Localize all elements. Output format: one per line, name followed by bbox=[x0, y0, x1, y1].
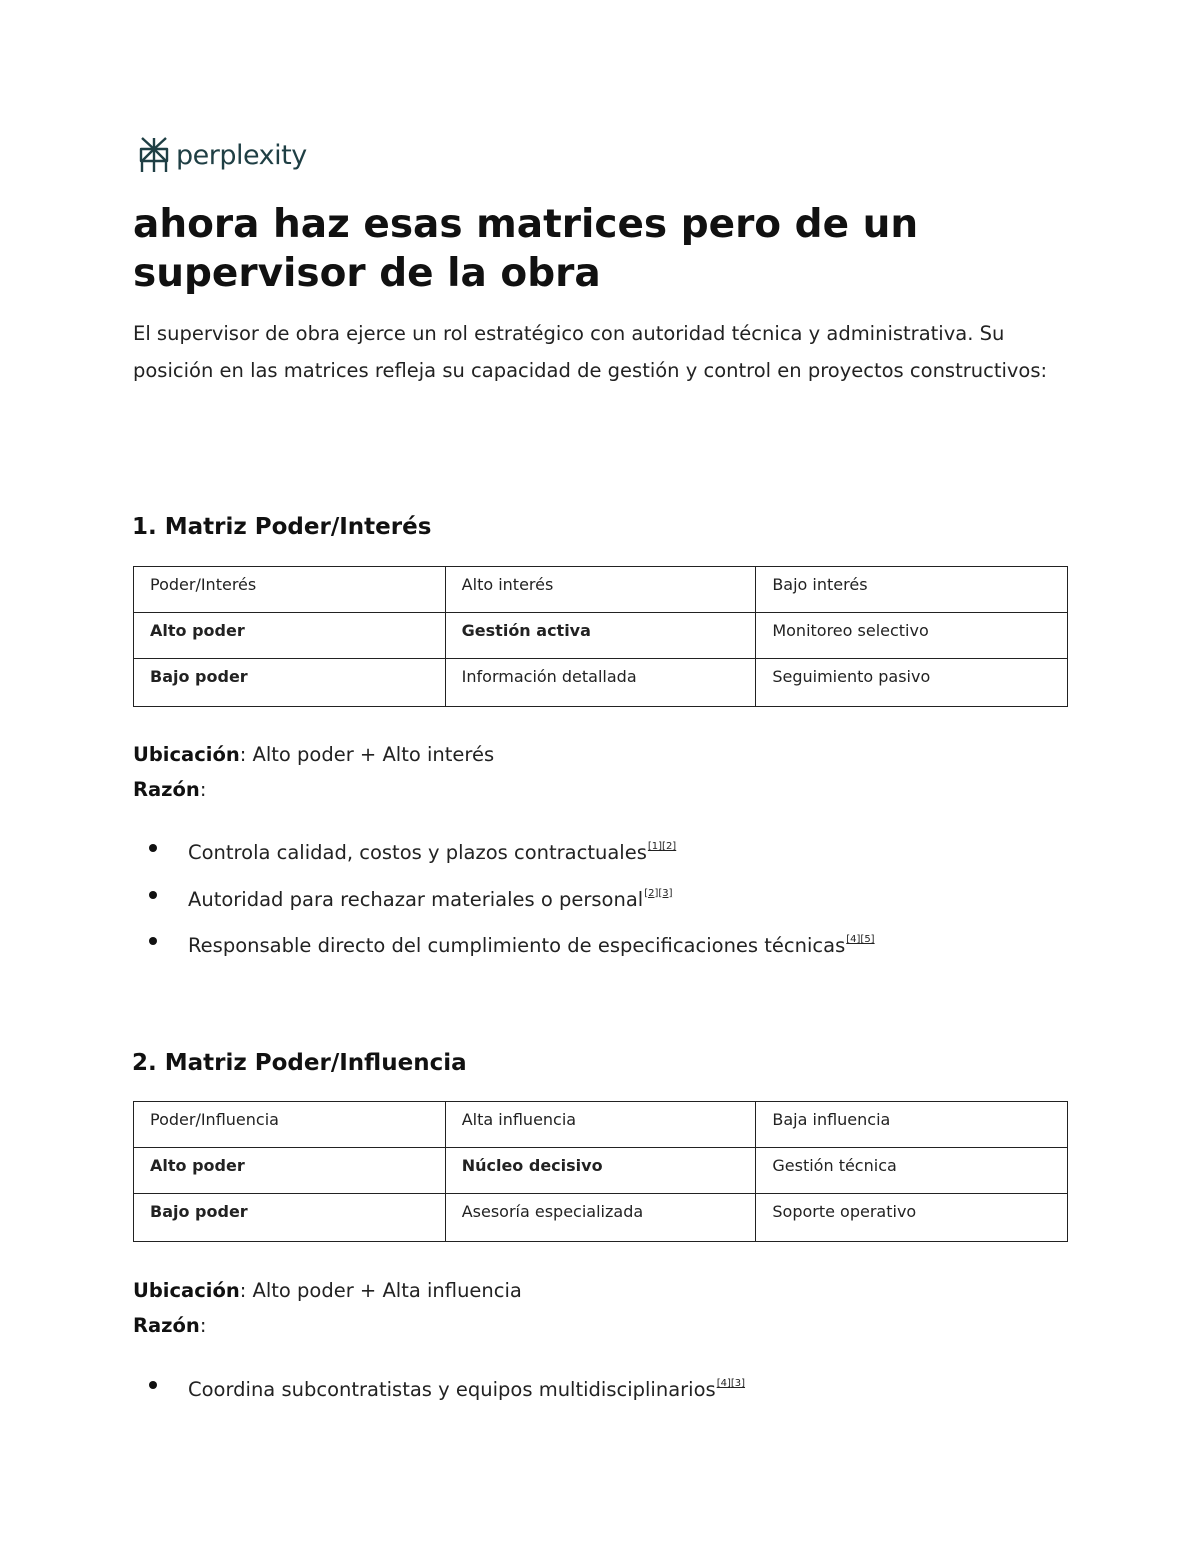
table-row bbox=[134, 659, 1068, 707]
table-row bbox=[134, 1148, 1068, 1194]
list-item bbox=[133, 834, 1073, 881]
citation-link[interactable]: [3] bbox=[658, 887, 673, 899]
citation-link[interactable]: [2] bbox=[644, 887, 659, 899]
reason-list bbox=[133, 834, 1073, 974]
list-item bbox=[133, 927, 1073, 974]
location-label: Ubicación bbox=[133, 743, 240, 766]
location-and-reason bbox=[133, 1273, 522, 1343]
matrix-table-poder-interes bbox=[133, 566, 1068, 707]
table-cell: Alto poder bbox=[134, 613, 446, 659]
list-item bbox=[133, 1371, 1073, 1418]
matrix-table-poder-influencia bbox=[133, 1101, 1068, 1242]
perplexity-logo bbox=[138, 136, 307, 174]
citation-link[interactable]: [3] bbox=[730, 1378, 746, 1389]
table-cell: Gestión activa bbox=[445, 613, 756, 659]
location-and-reason bbox=[133, 737, 494, 807]
reason-label: Razón bbox=[133, 778, 200, 801]
citation-link[interactable]: [4] bbox=[846, 934, 861, 945]
table-cell: Monitoreo selectivo bbox=[756, 613, 1068, 659]
reason-colon: : bbox=[199, 1314, 207, 1337]
citation-link[interactable]: [1] bbox=[647, 841, 663, 852]
location-value: : Alto poder + Alta influencia bbox=[239, 1279, 522, 1302]
bullet-icon bbox=[149, 1381, 157, 1389]
bullet-icon bbox=[149, 844, 157, 852]
table-cell: Bajo interés bbox=[756, 567, 1068, 613]
reason-text: Autoridad para rechazar materiales o personal bbox=[188, 887, 644, 911]
bullet-icon bbox=[149, 937, 157, 945]
table-header-row bbox=[134, 567, 1068, 613]
table-cell: Seguimiento pasivo bbox=[756, 659, 1068, 707]
table-cell: Soporte operativo bbox=[756, 1194, 1068, 1242]
table-cell: Alta influencia bbox=[445, 1102, 756, 1148]
reason-text: Coordina subcontratistas y equipos multidisciplinarios bbox=[188, 1378, 716, 1401]
reason-list bbox=[133, 1371, 1073, 1418]
citation-link[interactable]: [4] bbox=[716, 1378, 731, 1389]
table-cell: Bajo poder bbox=[134, 1194, 446, 1242]
table-cell: Baja influencia bbox=[756, 1102, 1068, 1148]
reason-label: Razón bbox=[133, 1314, 200, 1337]
section-heading-poder-interes: 1. Matriz Poder/Interés bbox=[132, 514, 432, 540]
table-cell: Bajo poder bbox=[134, 659, 446, 707]
table-cell: Asesoría especializada bbox=[445, 1194, 756, 1242]
list-item bbox=[133, 881, 1073, 928]
section-heading-poder-influencia: 2. Matriz Poder/Influencia bbox=[132, 1050, 467, 1076]
table-cell: Alto interés bbox=[445, 567, 756, 613]
table-cell: Poder/Influencia bbox=[134, 1102, 446, 1148]
page-title: ahora haz esas matrices pero de un supervisor de la obra bbox=[133, 202, 919, 296]
brand-name: perplexity bbox=[176, 139, 307, 171]
table-cell: Información detallada bbox=[445, 659, 756, 707]
table-row bbox=[134, 1194, 1068, 1242]
table-cell: Núcleo decisivo bbox=[445, 1148, 756, 1194]
table-row bbox=[134, 613, 1068, 659]
bullet-icon bbox=[149, 891, 157, 899]
reason-text: Responsable directo del cumplimiento de especificaciones técnicas bbox=[188, 934, 846, 957]
intro-paragraph: El supervisor de obra ejerce un rol estratégico con autoridad técnica y administrativa. Su posición en las matrices refleja su capacidad de gestión y control en proyectos constructivos: bbox=[133, 322, 1048, 382]
location-label: Ubicación bbox=[133, 1279, 240, 1302]
table-cell: Gestión técnica bbox=[756, 1148, 1068, 1194]
citation-link[interactable]: [5] bbox=[860, 934, 875, 945]
table-header-row bbox=[134, 1102, 1068, 1148]
table-cell: Poder/Interés bbox=[134, 567, 446, 613]
citation-link[interactable]: [2] bbox=[662, 841, 677, 852]
perplexity-logo-icon bbox=[138, 136, 170, 174]
table-cell: Alto poder bbox=[134, 1148, 446, 1194]
location-value: : Alto poder + Alto interés bbox=[239, 743, 495, 766]
reason-text: Controla calidad, costos y plazos contractuales bbox=[188, 841, 647, 864]
reason-colon: : bbox=[199, 778, 207, 801]
